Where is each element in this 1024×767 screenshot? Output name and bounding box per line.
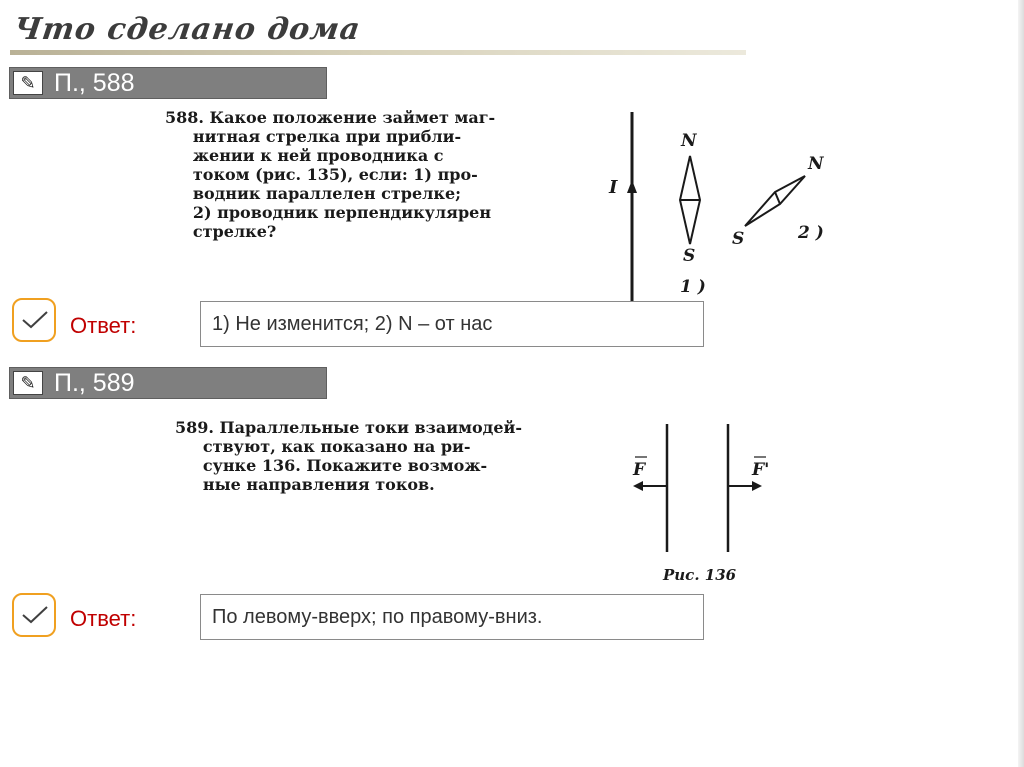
problem-header-588: [9, 67, 327, 99]
answer-label: Ответ:: [70, 606, 137, 631]
right-force-label: F': [752, 460, 770, 480]
figure-caption: Рис. 136: [663, 566, 737, 584]
slide-title: Что сделано дома: [11, 12, 363, 47]
case-2-label: 2 ): [798, 223, 824, 243]
needle-2: [745, 176, 805, 226]
current-arrow: [627, 180, 637, 193]
answer-box: 1) Не изменится; 2) N – от нас: [200, 301, 704, 347]
needle-1-s-label: S: [683, 246, 696, 266]
problem-header-589: [9, 367, 327, 399]
problem-text-589: 589. Параллельные токи взаимодей- ствуют, как показано на ри- сунке 136. Покажите возмож- ные направления токов.: [175, 418, 523, 494]
answer-label: Ответ:: [70, 313, 137, 338]
needle-2-n-label: N: [808, 154, 824, 174]
problem-text-588: 588. Какое положение займет маг- нитная стрелка при прибли- жении к ней проводника с током (рис. 135), если: 1) про- водник параллелен стрелке; 2) проводник перпендикулярен стрелке?: [165, 108, 496, 241]
checkmark-icon: [12, 298, 56, 342]
problem-number: П., 589: [54, 369, 135, 397]
needle-2-s-label: S: [732, 229, 745, 249]
pencil-icon: ✎: [13, 371, 43, 395]
answer-box: По левому-вверх; по правому-вниз.: [200, 594, 704, 640]
left-force-label: F: [633, 460, 646, 480]
checkmark-icon: [12, 593, 56, 637]
slide-edge: [1018, 0, 1024, 767]
current-label: I: [609, 177, 618, 198]
case-1-label: 1 ): [680, 277, 706, 297]
needle-1-n-label: N: [681, 131, 697, 151]
figure-136: [625, 420, 775, 590]
problem-number: П., 588: [54, 69, 135, 97]
title-underline: [10, 50, 746, 55]
figure-135: [595, 100, 845, 305]
pencil-icon: ✎: [13, 71, 43, 95]
